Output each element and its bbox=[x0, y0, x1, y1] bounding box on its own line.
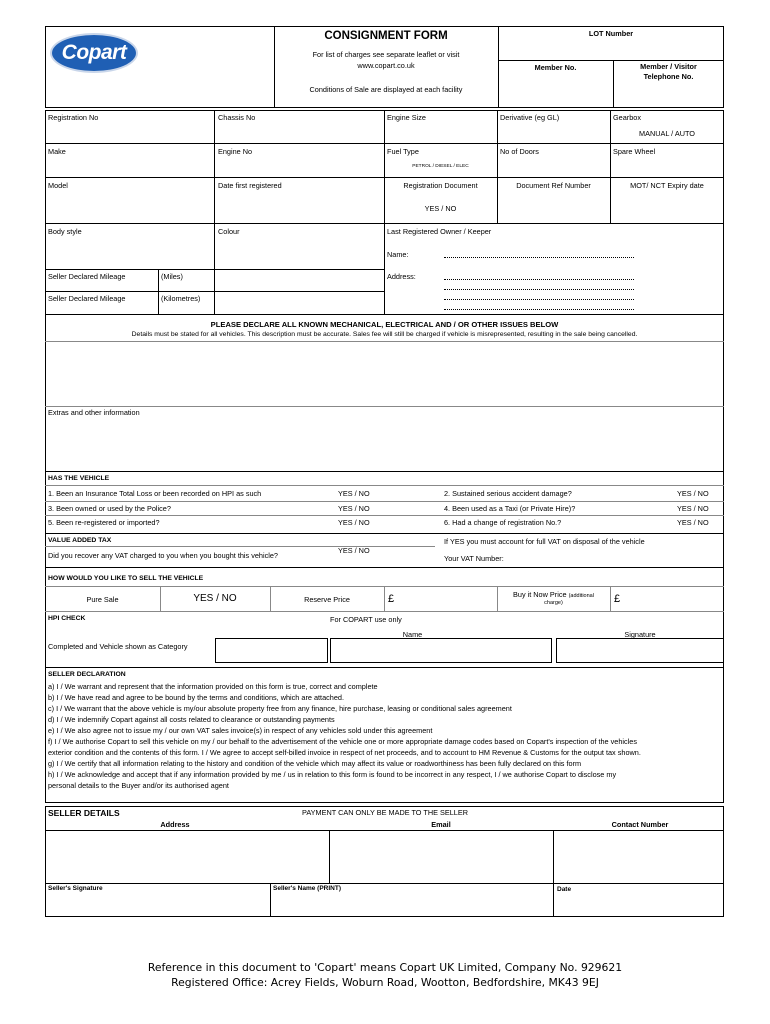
declaration-line-c: c) I / We warrant that the above vehicle is my/our absolute property free from any finance, hire purchase, leasing or conditional sales agreement bbox=[48, 704, 512, 713]
derivative-label: Derivative (eg GL) bbox=[500, 113, 560, 122]
mileage-km-label: Seller Declared Mileage bbox=[48, 294, 126, 303]
registration-document-options[interactable]: YES / NO bbox=[424, 204, 457, 213]
declaration-heading: SELLER DECLARATION bbox=[48, 671, 126, 678]
contact-number-label: Contact Number bbox=[611, 820, 669, 829]
keeper-address-field-1[interactable] bbox=[444, 279, 634, 280]
pure-sale-label: Pure Sale bbox=[86, 595, 119, 604]
declaration-line-a: a) I / We warrant and represent that the information provided on this form is true, correct and complete bbox=[48, 682, 378, 691]
pure-sale-answer[interactable]: YES / NO bbox=[193, 593, 237, 604]
question-3: 3. Been owned or used by the Police? bbox=[48, 504, 171, 513]
for-copart-label: For COPART use only bbox=[330, 615, 402, 624]
declaration-line-d: d) I / We indemnify Copart against all costs related to clearance or outstanding payments bbox=[48, 715, 335, 724]
hpi-category-box[interactable] bbox=[215, 638, 328, 663]
lot-number-label: LOT Number bbox=[588, 29, 634, 38]
question-5-answer[interactable]: YES / NO bbox=[338, 518, 370, 527]
colour-label: Colour bbox=[218, 227, 240, 236]
question-6-answer[interactable]: YES / NO bbox=[677, 518, 709, 527]
question-2-answer[interactable]: YES / NO bbox=[677, 489, 709, 498]
registration-no-label: Registration No bbox=[48, 113, 99, 122]
reserve-price-pound[interactable]: £ bbox=[388, 593, 395, 605]
keeper-name-label: Name: bbox=[387, 250, 409, 259]
declaration-line-f2: exterior condition and the contents of this form. I / We agree to accept self-billed invoice in respect of net proceeds, and to account to HM Revenue & Customs for the output tax shown. bbox=[48, 748, 641, 757]
charges-line-1: For list of charges see separate leaflet or visit bbox=[312, 50, 460, 59]
declaration-line-h2: personal details to the Buyer and/or its authorised agent bbox=[48, 781, 229, 790]
reserve-price-label: Reserve Price bbox=[304, 595, 350, 604]
seller-signature-field[interactable] bbox=[46, 895, 269, 916]
no-of-doors-label: No of Doors bbox=[500, 147, 539, 156]
engine-size-label: Engine Size bbox=[387, 113, 426, 122]
seller-name-field[interactable] bbox=[271, 895, 552, 916]
issues-textarea[interactable] bbox=[46, 342, 723, 406]
charges-line-2: www.copart.co.uk bbox=[357, 61, 415, 70]
extras-label: Extras and other information bbox=[48, 408, 140, 417]
mileage-miles-label: Seller Declared Mileage bbox=[48, 272, 126, 281]
issues-heading: PLEASE DECLARE ALL KNOWN MECHANICAL, ELECTRICAL AND / OR OTHER ISSUES BELOW bbox=[210, 320, 559, 329]
declaration-line-h: h) I / We acknowledge and accept that if any information provided by me / us in relation to this form is found to be incorrect in any respect, I / we authorise Copart to disclose my bbox=[48, 770, 617, 779]
hpi-completed-label: Completed and Vehicle shown as Category bbox=[48, 642, 188, 651]
gearbox-options[interactable]: MANUAL / AUTO bbox=[639, 129, 695, 138]
vat-question: Did you recover any VAT charged to you when you bought this vehicle? bbox=[48, 551, 278, 560]
document-ref-label: Document Ref Number bbox=[516, 181, 591, 190]
vat-heading: VALUE ADDED TAX bbox=[48, 537, 112, 544]
question-4-answer[interactable]: YES / NO bbox=[677, 504, 709, 513]
chassis-no-label: Chassis No bbox=[218, 113, 256, 122]
copart-logo: Copart bbox=[50, 33, 138, 73]
spare-wheel-label: Spare Wheel bbox=[613, 147, 656, 156]
conditions-text: Conditions of Sale are displayed at each facility bbox=[309, 85, 463, 94]
engine-no-label: Engine No bbox=[218, 147, 253, 156]
keeper-address-label: Address: bbox=[387, 272, 416, 281]
question-1: 1. Been an Insurance Total Loss or been recorded on HPI as such bbox=[48, 489, 262, 498]
footer-line-2: Registered Office: Acrey Fields, Woburn Road, Wootton, Bedfordshire, MK43 9EJ bbox=[171, 976, 599, 989]
question-2: 2. Sustained serious accident damage? bbox=[444, 489, 572, 498]
address-label: Address bbox=[160, 820, 190, 829]
email-label: Email bbox=[431, 820, 451, 829]
km-unit: (Kilometres) bbox=[161, 294, 201, 303]
body-style-label: Body style bbox=[48, 227, 82, 236]
keeper-address-field-3[interactable] bbox=[444, 299, 634, 300]
vat-number-label: Your VAT Number: bbox=[444, 554, 504, 563]
extras-textarea[interactable] bbox=[46, 420, 723, 470]
contact-number-field[interactable] bbox=[554, 831, 723, 882]
payment-note: PAYMENT CAN ONLY BE MADE TO THE SELLER bbox=[302, 808, 468, 817]
gearbox-label: Gearbox bbox=[613, 113, 641, 122]
hpi-heading: HPI CHECK bbox=[48, 615, 86, 622]
question-4: 4. Been used as a Taxi (or Private Hire)? bbox=[444, 504, 576, 513]
model-label: Model bbox=[48, 181, 68, 190]
make-label: Make bbox=[48, 147, 66, 156]
issues-subtext: Details must be stated for all vehicles. This description must be accurate. Sales fee will still be charged if vehicle is misrepresented, resulting in the sale being cancelled. bbox=[131, 331, 638, 338]
member-visitor-label: Member / Visitor bbox=[640, 62, 697, 71]
telephone-label: Telephone No. bbox=[643, 72, 694, 81]
question-1-answer[interactable]: YES / NO bbox=[338, 489, 370, 498]
form-title: CONSIGNMENT FORM bbox=[324, 30, 448, 42]
member-no-label: Member No. bbox=[534, 63, 577, 72]
hpi-name-box[interactable] bbox=[330, 638, 552, 663]
buy-it-now-label: Buy it Now Price (additional bbox=[513, 590, 594, 599]
address-field[interactable] bbox=[46, 831, 328, 882]
declaration-line-f: f) I / We authorise Copart to sell this vehicle on my / our behalf to the advertisement of the vehicle one or more appropriate damage codes based on Copart's inspection of the vehicles bbox=[48, 737, 637, 746]
question-6: 6. Had a change of registration No.? bbox=[444, 518, 562, 527]
miles-unit: (Miles) bbox=[161, 272, 183, 281]
keeper-address-field-2[interactable] bbox=[444, 289, 634, 290]
sell-heading: HOW WOULD YOU LIKE TO SELL THE VEHICLE bbox=[48, 575, 204, 582]
keeper-name-field[interactable] bbox=[444, 257, 634, 258]
seller-name-label: Seller's Name (PRINT) bbox=[273, 885, 342, 892]
question-5: 5. Been re-registered or imported? bbox=[48, 518, 160, 527]
declaration-line-g: g) I / We certify that all information relating to the history and condition of the vehicle which may affect its value or roadworthiness has been fully declared on this form bbox=[48, 759, 582, 768]
registration-document-label: Registration Document bbox=[403, 181, 478, 190]
buy-it-now-pound[interactable]: £ bbox=[614, 593, 621, 605]
email-field[interactable] bbox=[330, 831, 552, 882]
seller-signature-label: Seller's Signature bbox=[48, 885, 103, 892]
fuel-options[interactable]: PETROL / DIESEL / ELEC bbox=[412, 164, 469, 169]
question-3-answer[interactable]: YES / NO bbox=[338, 504, 370, 513]
declaration-line-e: e) I / We also agree not to issue my / our own VAT sales invoice(s) in respect of any vehicles sold under this agreement bbox=[48, 726, 433, 735]
date-first-registered-label: Date first registered bbox=[218, 181, 282, 190]
mot-expiry-label: MOT/ NCT Expiry date bbox=[630, 181, 704, 190]
fuel-type-label: Fuel Type bbox=[387, 147, 419, 156]
hpi-name-label: Name bbox=[402, 630, 423, 639]
has-vehicle-heading: HAS THE VEHICLE bbox=[48, 475, 110, 482]
vat-answer[interactable]: YES / NO bbox=[338, 546, 370, 555]
last-keeper-label: Last Registered Owner / Keeper bbox=[387, 227, 492, 236]
declaration-line-b: b) I / We have read and agree to be bound by the terms and conditions, which are attached. bbox=[48, 693, 344, 702]
footer-line-1: Reference in this document to 'Copart' means Copart UK Limited, Company No. 929621 bbox=[147, 961, 623, 974]
hpi-signature-box[interactable] bbox=[556, 638, 724, 663]
seller-details-heading: SELLER DETAILS bbox=[48, 808, 120, 818]
vat-account-text: If YES you must account for full VAT on disposal of the vehicle bbox=[444, 537, 645, 546]
keeper-address-field-4[interactable] bbox=[444, 309, 634, 310]
buy-it-now-charge: charge) bbox=[544, 600, 563, 606]
seller-date-field[interactable] bbox=[554, 895, 723, 916]
seller-date-label: Date bbox=[557, 886, 572, 893]
hpi-signature-label: Signature bbox=[624, 630, 656, 639]
